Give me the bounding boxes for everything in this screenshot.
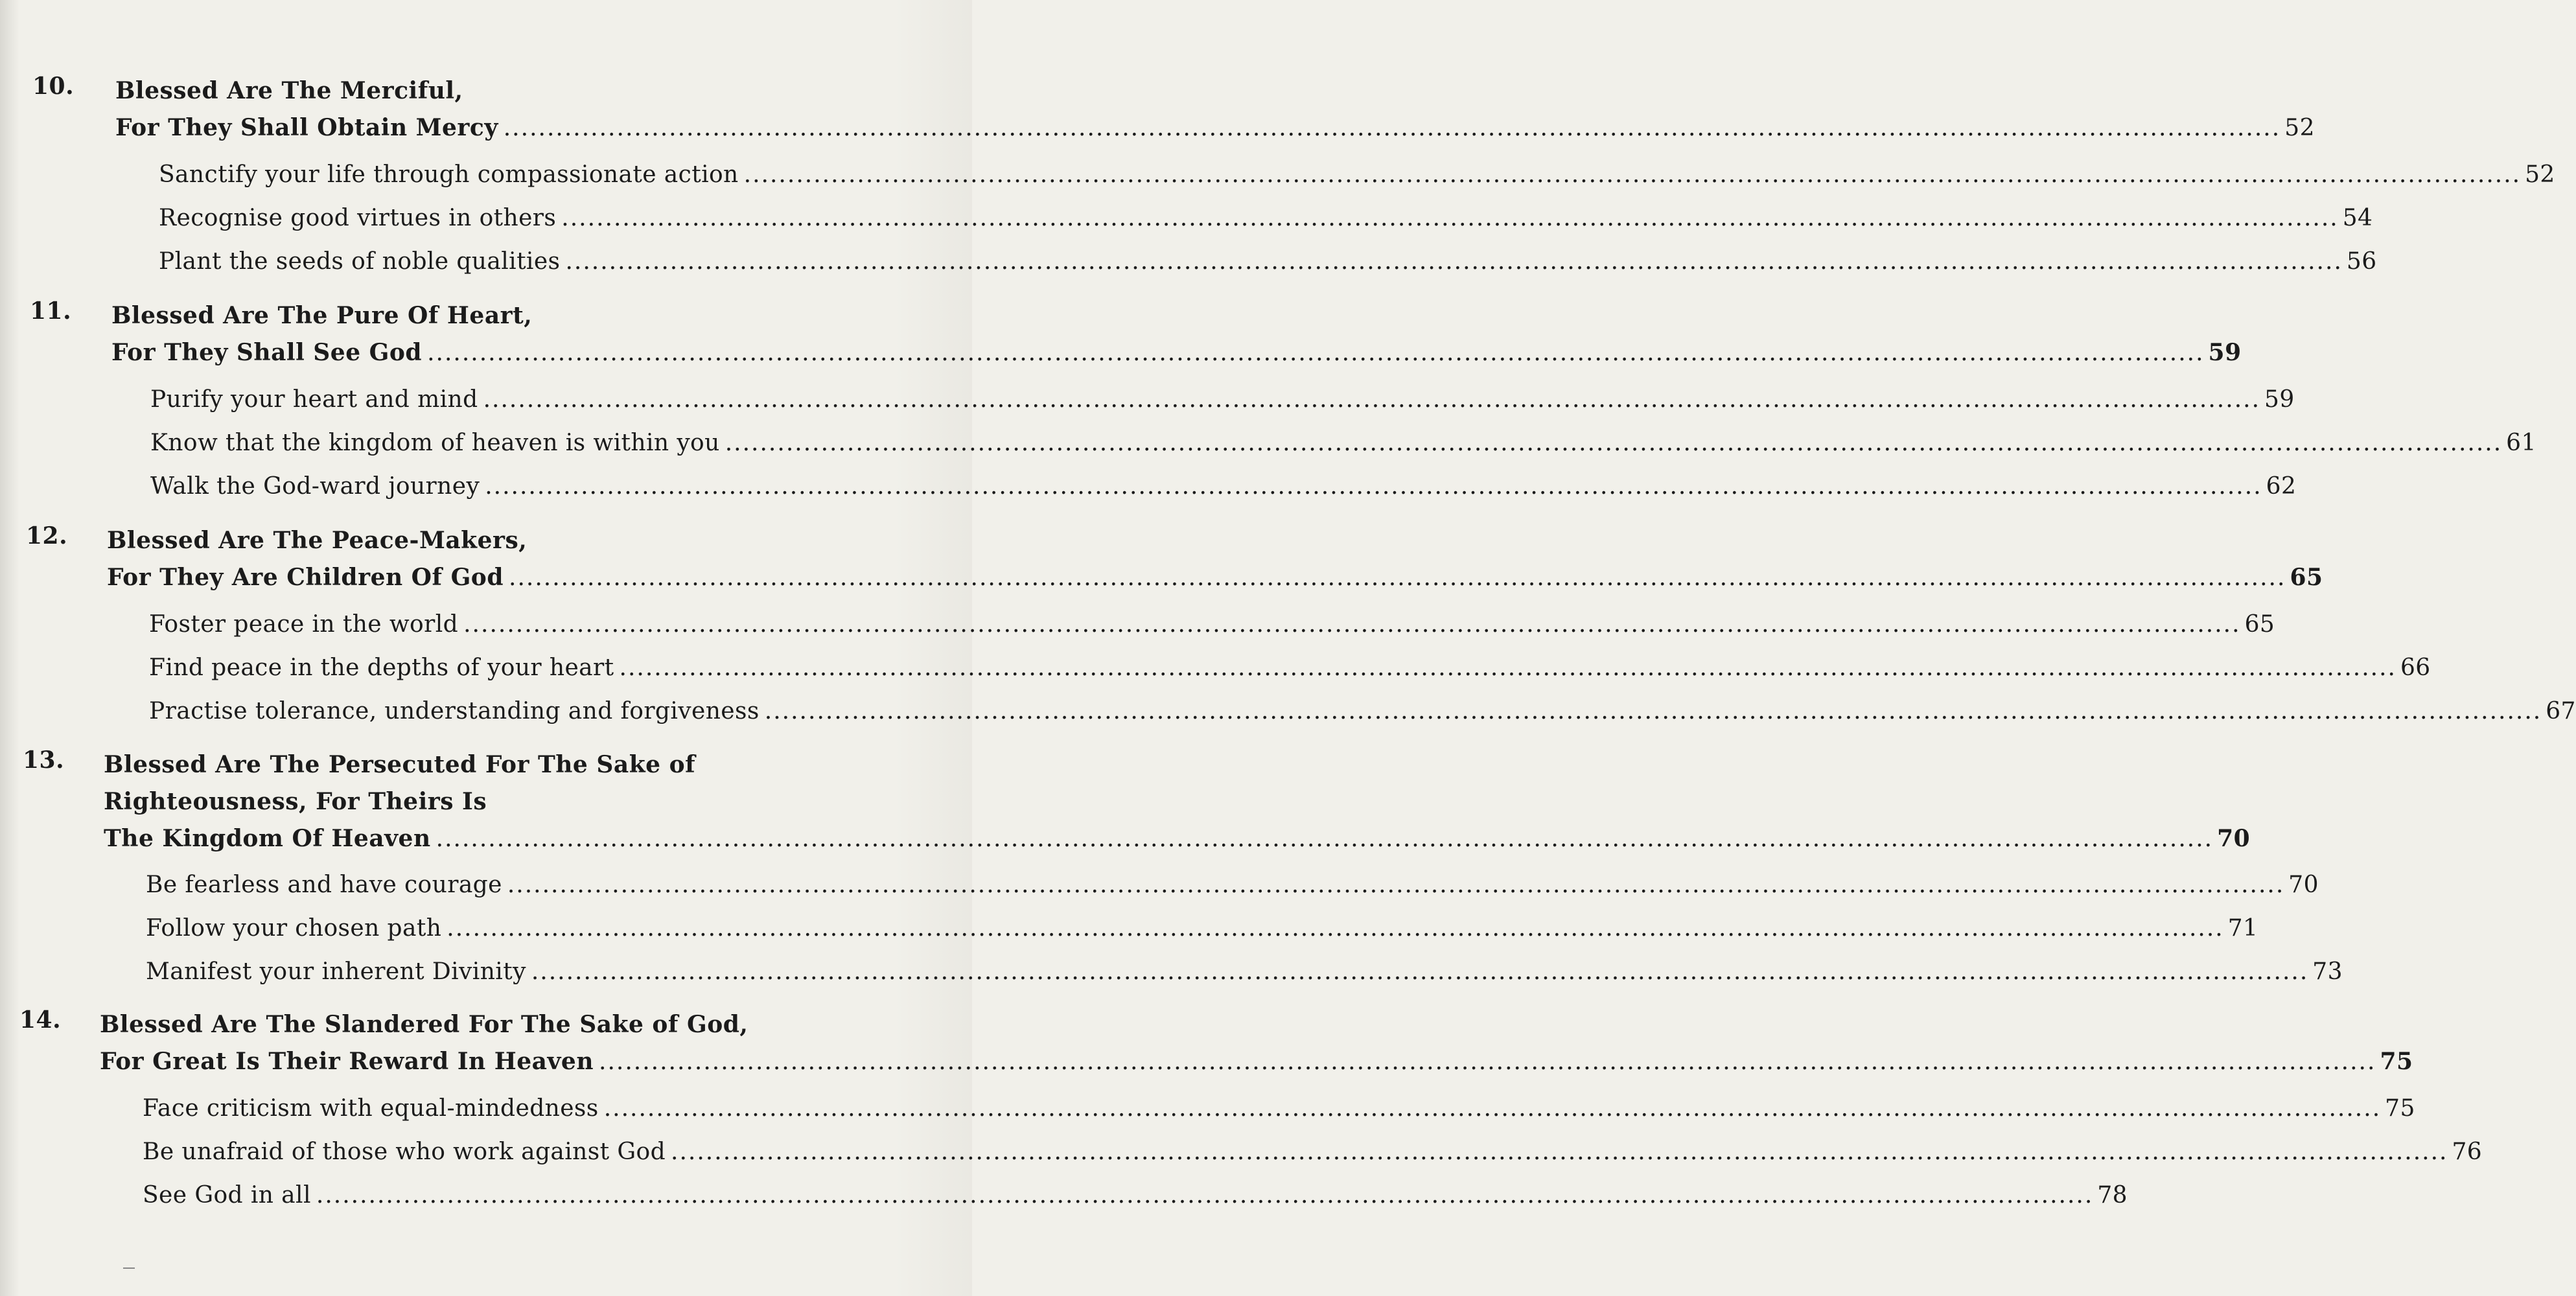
dot-leader [316,1174,2093,1217]
section-page-number: 76 [2452,1139,2483,1165]
dot-leader [620,646,2396,689]
chapter-page-number: 70 [2217,825,2251,852]
chapter-page-number: 52 [2284,115,2315,141]
section-page-number: 61 [2506,430,2536,456]
dot-leader [447,907,2223,950]
chapter-page-number: 75 [2380,1048,2413,1075]
section-list [159,153,2555,283]
chapter-entry[interactable] [115,110,2315,146]
section-page-number: 54 [2342,205,2373,231]
section-label: Practise tolerance, understanding and forgiveness [149,698,760,724]
page-edge-shadow [0,0,19,1296]
dot-leader [507,863,2284,907]
section-label: See God in all [143,1182,311,1209]
dot-leader [485,465,2262,508]
section-label: Face criticism with equal-mindedness [143,1095,599,1122]
section-page-number: 66 [2400,654,2431,681]
section-label: Know that the kingdom of heaven is within you [150,430,720,456]
section-entry[interactable] [146,907,2258,950]
chapter-title-line: Blessed Are The Peace-Makers, [107,527,528,554]
section-label: Foster peace in the world [149,611,459,638]
chapter-title [107,522,2323,596]
section-label: Purify your heart and mind [150,386,478,413]
section-page-number: 56 [2346,248,2377,275]
section-label: Be fearless and have courage [146,872,502,898]
dot-leader [765,689,2542,733]
chapter-number: 11. [30,297,72,325]
chapter-title-line: Blessed Are The Pure Of Heart, [111,302,533,329]
section-page-number: 75 [2385,1095,2415,1122]
section-page-number: 70 [2288,872,2319,898]
chapter-entry[interactable] [111,334,2242,371]
chapter-title-last-line: For They Shall Obtain Mercy [115,114,498,141]
dot-leader [725,421,2502,465]
section-label: Plant the seeds of noble qualities [159,248,561,275]
dot-leader [744,153,2521,196]
chapter-page-number: 59 [2208,339,2242,366]
section-label: Sanctify your life through compassionate action [159,161,739,188]
chapter-entry[interactable] [104,820,2251,857]
print-mark [123,1267,135,1269]
section-list [143,1087,2483,1217]
section-entry[interactable] [149,603,2275,646]
chapter-title-line: Righteousness, For Theirs Is [104,788,487,815]
chapter-title-last-line: The Kingdom Of Heaven [104,825,431,852]
section-page-number: 52 [2525,161,2555,188]
chapter-number: 10. [32,73,75,100]
chapter-title [111,297,2242,371]
section-page-number: 73 [2312,958,2343,985]
dot-leader [565,240,2342,283]
section-list [146,863,2343,993]
dot-leader [531,950,2308,993]
dot-leader [561,196,2338,240]
section-label: Find peace in the depths of your heart [149,654,614,681]
section-entry[interactable] [149,646,2431,689]
section-entry[interactable] [143,1087,2415,1130]
chapter-title [100,1006,2413,1080]
section-entry[interactable] [146,863,2319,907]
section-page-number: 65 [2244,611,2275,638]
chapter-title-line: Blessed Are The Merciful, [115,77,463,104]
section-entry[interactable] [159,153,2555,196]
section-entry[interactable] [159,240,2377,283]
chapter-title [104,746,2251,857]
dot-leader [671,1130,2448,1174]
section-page-number: 78 [2097,1182,2128,1209]
section-label: Be unafraid of those who work against God [143,1139,666,1165]
chapter-page-number: 65 [2290,564,2323,591]
chapter-title-last-line: For Great Is Their Reward In Heaven [100,1048,594,1075]
section-label: Manifest your inherent Divinity [146,958,526,985]
section-list [149,603,2576,733]
section-list [150,378,2536,508]
section-page-number: 71 [2227,915,2258,942]
dot-leader [463,603,2240,646]
section-entry[interactable] [143,1174,2128,1217]
chapter-entry[interactable] [107,559,2323,596]
section-entry[interactable] [150,465,2297,508]
chapter-title-last-line: For They Are Children Of God [107,564,504,591]
section-page-number: 67 [2546,698,2576,724]
chapter-number: 12. [26,522,68,550]
section-entry[interactable] [150,378,2295,421]
section-page-number: 62 [2266,473,2297,500]
section-entry[interactable] [146,950,2343,993]
dot-leader [599,1043,2376,1080]
chapter-title [115,73,2315,146]
dot-leader [504,110,2280,146]
chapter-entry[interactable] [100,1043,2413,1080]
chapter-number: 14. [19,1006,62,1034]
dot-leader [427,334,2204,371]
section-entry[interactable] [143,1130,2483,1174]
dot-leader [483,378,2260,421]
chapter-title-line: Blessed Are The Persecuted For The Sake of [104,751,696,778]
section-entry[interactable] [150,421,2536,465]
section-entry[interactable] [149,689,2576,733]
dot-leader [436,820,2213,857]
dot-leader [509,559,2286,596]
section-entry[interactable] [159,196,2373,240]
dot-leader [604,1087,2381,1130]
chapter-title-last-line: For They Shall See God [111,339,423,366]
section-page-number: 59 [2264,386,2295,413]
section-label: Recognise good virtues in others [159,205,557,231]
section-label: Follow your chosen path [146,915,442,942]
section-label: Walk the God-ward journey [150,473,480,500]
chapter-number: 13. [23,746,65,774]
chapter-title-line: Blessed Are The Slandered For The Sake of God, [100,1011,748,1038]
